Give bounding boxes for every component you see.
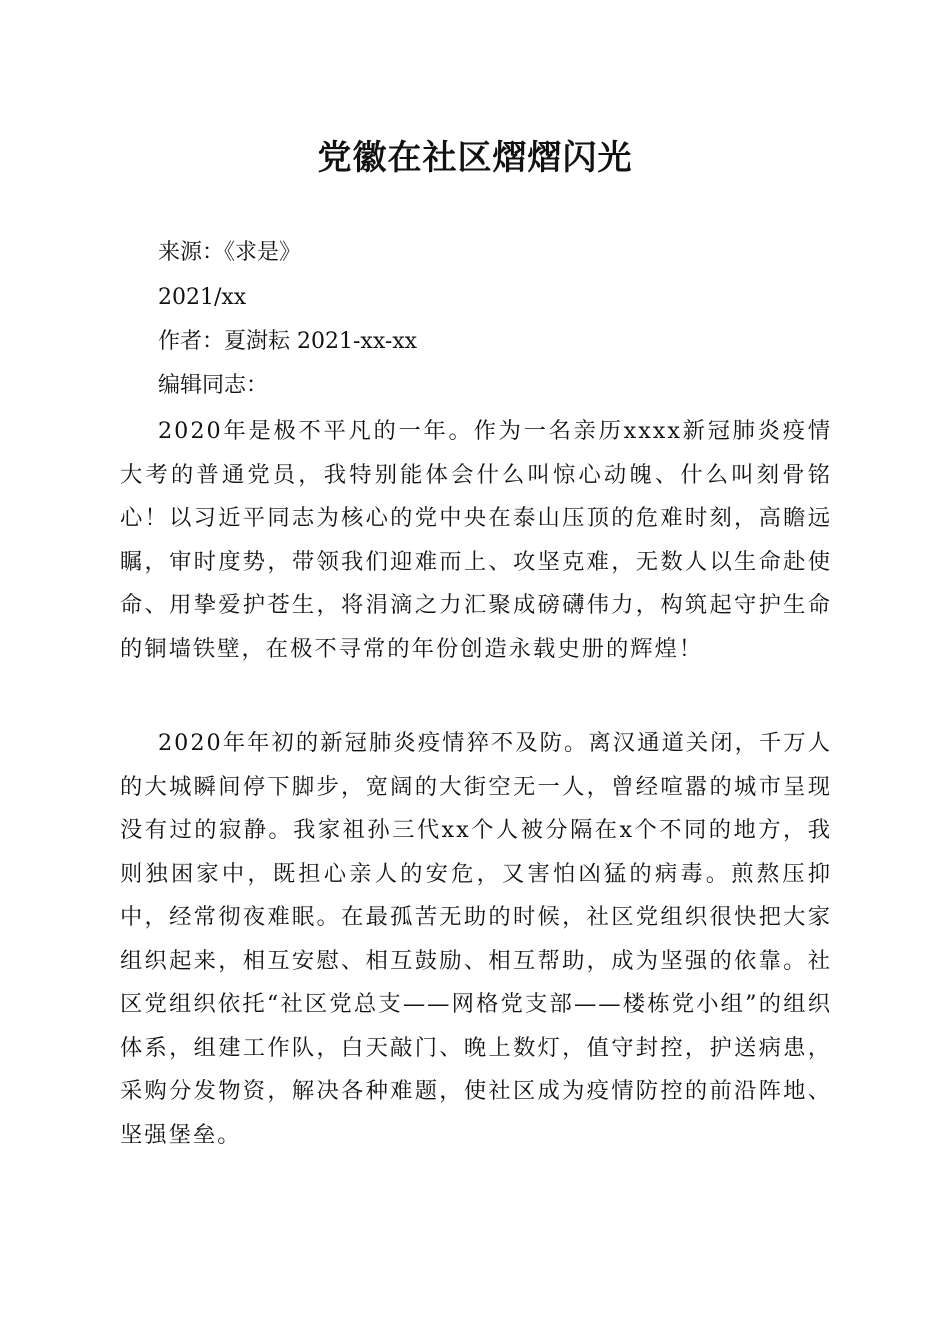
salutation-line: 编辑同志： [158, 373, 269, 398]
body-paragraph-2: 2020年年初的新冠肺炎疫情猝不及防。离汉通道关闭，千万人的大城瞬间停下脚步，宽阔的大街空无一人，曾经喧嚣的城市呈现没有过的寂静。我家祖孙三代xx个人被分隔在x个不同的地方，我则独困家中，既担心亲人的安危，又害怕凶猛的病毒。煎熬压抑中，经常彻夜难眠。在最孤苦无助的时候，社区党组织很快把大家组织起来，相互安慰、相互鼓励、相互帮助，成为坚强的依靠。社区党组织依托“社区党总支——网格党支部——楼栋党小组”的组织体系，组建工作队，白天敲门、晚上数灯，值守封控，护送病患，采购分发物资，解决各种难题，使社区成为疫情防控的前沿阵地、坚强堡垒。 [120, 730, 832, 1148]
source-line: 来源：《求是》 [158, 240, 302, 265]
issue-line: 2021/xx [158, 285, 247, 310]
body-paragraph-1: 2020年是极不平凡的一年。作为一名亲历xxxx新冠肺炎疫情大考的普通党员，我特别能体会什么叫惊心动魄、什么叫刻骨铭心！以习近平同志为核心的党中央在泰山压顶的危难时刻，高瞻远瞩，审时度势，带领我们迎难而上、攻坚克难，无数人以生命赴使命、用挚爱护苍生，将涓滴之力汇聚成磅礴伟力，构筑起守护生命的铜墙铁壁，在极不寻常的年份创造永载史册的辉煌！ [120, 418, 832, 662]
author-date-line: 作者：夏澍耘 2021-xx-xx [158, 329, 418, 354]
document-title: 党徽在社区熠熠闪光 [317, 138, 633, 178]
